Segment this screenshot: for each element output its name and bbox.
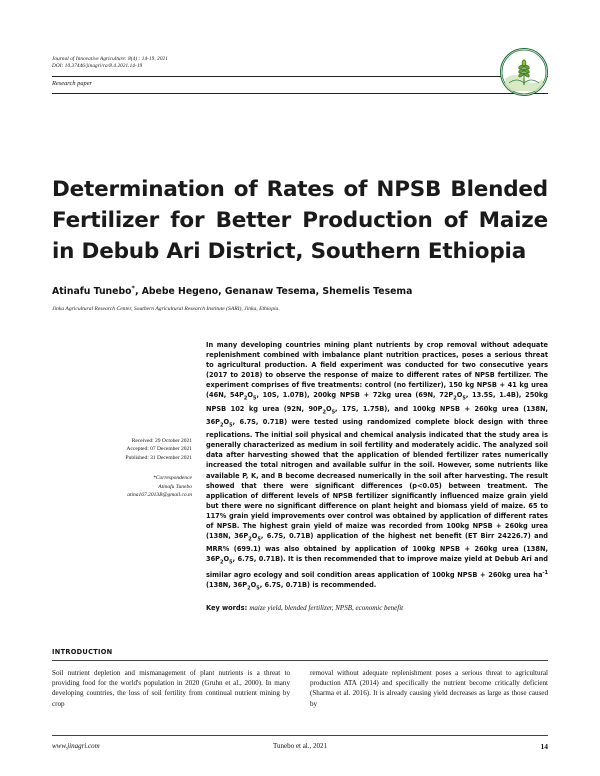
received-date: Received: 29 October 2021 bbox=[131, 438, 192, 444]
journal-wheat-logo-icon bbox=[500, 48, 548, 96]
introduction-column-right: removal without adequate replenishment poses a serious threat to agricultural production ATA (2014) and specifically the nutrient become critically deficient (Sharma et al. 2016). It is already causing yield decreases as large as those caused by bbox=[310, 669, 548, 708]
correspondence-email[interactable]: atina167.2013B@gmail.co.m bbox=[127, 492, 192, 499]
header-divider-bottom bbox=[52, 93, 548, 94]
introduction-column-left: Soil nutrient depletion and mismanagement of plant nutrients is a threat to providing food for the world's population in 2020 (Gruhn et al., 2000). In many developing countries, the loss of soil fertility from continual nutrient mining by crop bbox=[52, 669, 290, 708]
paper-type-label: Research paper bbox=[52, 80, 93, 87]
footer-citation: Tunebo et al., 2021 bbox=[273, 742, 327, 750]
published-date: Published: 31 December 2021 bbox=[125, 454, 192, 461]
keywords-value: maize yield, blended fertilizer, NPSB, economic benefit bbox=[249, 604, 404, 612]
journal-header bbox=[52, 56, 548, 70]
keywords-label: Key words: bbox=[206, 604, 248, 612]
journal-citation: Journal of Innovative Agriculture: 8(4) : 14-19, 2021 bbox=[52, 56, 168, 62]
introduction-heading: INTRODUCTION bbox=[52, 648, 113, 656]
author-list: Atinafu Tunebo*, Abebe Hegeno, Genanaw Tesema, Shemelis Tesema bbox=[52, 284, 413, 298]
accepted-date: Accepted: 07 December 2021 bbox=[126, 446, 192, 453]
footer-website[interactable]: www.jinagri.com bbox=[52, 742, 100, 750]
author-affiliation: Jinka Agricultural Research Center, Southern Agricultural Research Institute (SARI), Jinka, Ethiopia. bbox=[52, 306, 280, 312]
keywords-block bbox=[206, 603, 548, 613]
journal-doi: DOI: 10.37446/jinagri/ra/8.4.2021.14-19 bbox=[52, 63, 143, 69]
footer-page-number: 14 bbox=[540, 742, 548, 751]
abstract-text: In many developing countries mining plant nutrients by crop removal without adequate replenishment combined with imbalance plant nutrition practices, poses a serious threat to agricultural production. A field experiment was conducted for two consecutive years (2017 to 2018) to observe the response of maize to different rates of NPSB fertilizer. The experiment comprises of five treatments: control (no fertilizer), 150 kg NPSB + 41 kg urea (46N, $54P_2O_5$, 10S, 1.07B), 200kg NPSB + 72kg urea (69N, $72P_2O_5$, 13.5S, 1.4B), 250kg NPSB 102 kg urea (92N, $90P_2O_5$, 17S, 1.75B), and 100kg NPSB + 260kg urea (138N, $36P_2O_5$, 6.7S, 0.71B) were tested using randomized complete block design with three replications. The initial soil physical and chemical analysis indicated that the study area is generally characterized as medium in soil fertility and moderately acidic. The analyzed soil data after harvesting showed that the application of blended fertilizer rates numerically increased the total nitrogen and available sulfur in the soil. However, some nutrients like available P, K, and B become decreased numerically in the soil after harvesting. The result showed that there were significant differences (p<0.05) between treatment. The application of different levels of NPSB fertilizer significantly influenced maize grain yield but there were no significant difference on plant height and biomass yield of maize. 65 to 117% grain yield improvements over control was obtained by application of different rates of NPSB. The highest grain yield of maize was recorded from 100kg NPSB + 260kg urea (138N, $36P_2O_5$, 6.7S, 0.71B) application of the highest net benefit (ET Birr 24226.7) and MRR% (699.1) was also obtained by application of 100kg NPSB + 260kg urea (138N, $36P_2O_5$, 6.7S, 0.71B). It is then recommended that to improve maize yield at Debub Ari and similar agro ecology and soil condition areas application of 100kg NPSB + 260kg urea $ha^{-1}$ (138N, $36P_2O_5$, 6.7S, 0.71B) is recommended. bbox=[206, 341, 549, 592]
correspondence-name: Atinafu Tunebo bbox=[158, 483, 192, 490]
introduction-divider bbox=[52, 660, 548, 661]
correspondence-label: *Correspondence bbox=[153, 475, 192, 482]
page-title: Determination of Rates of NPSB Blended Fertilizer for Better Production of Maize in Debub Ari District, Southern Ethiopia bbox=[52, 177, 548, 265]
header-divider-top bbox=[52, 76, 548, 77]
correspondence-block bbox=[52, 474, 192, 499]
article-dates bbox=[52, 437, 192, 499]
footer-divider bbox=[52, 735, 548, 736]
